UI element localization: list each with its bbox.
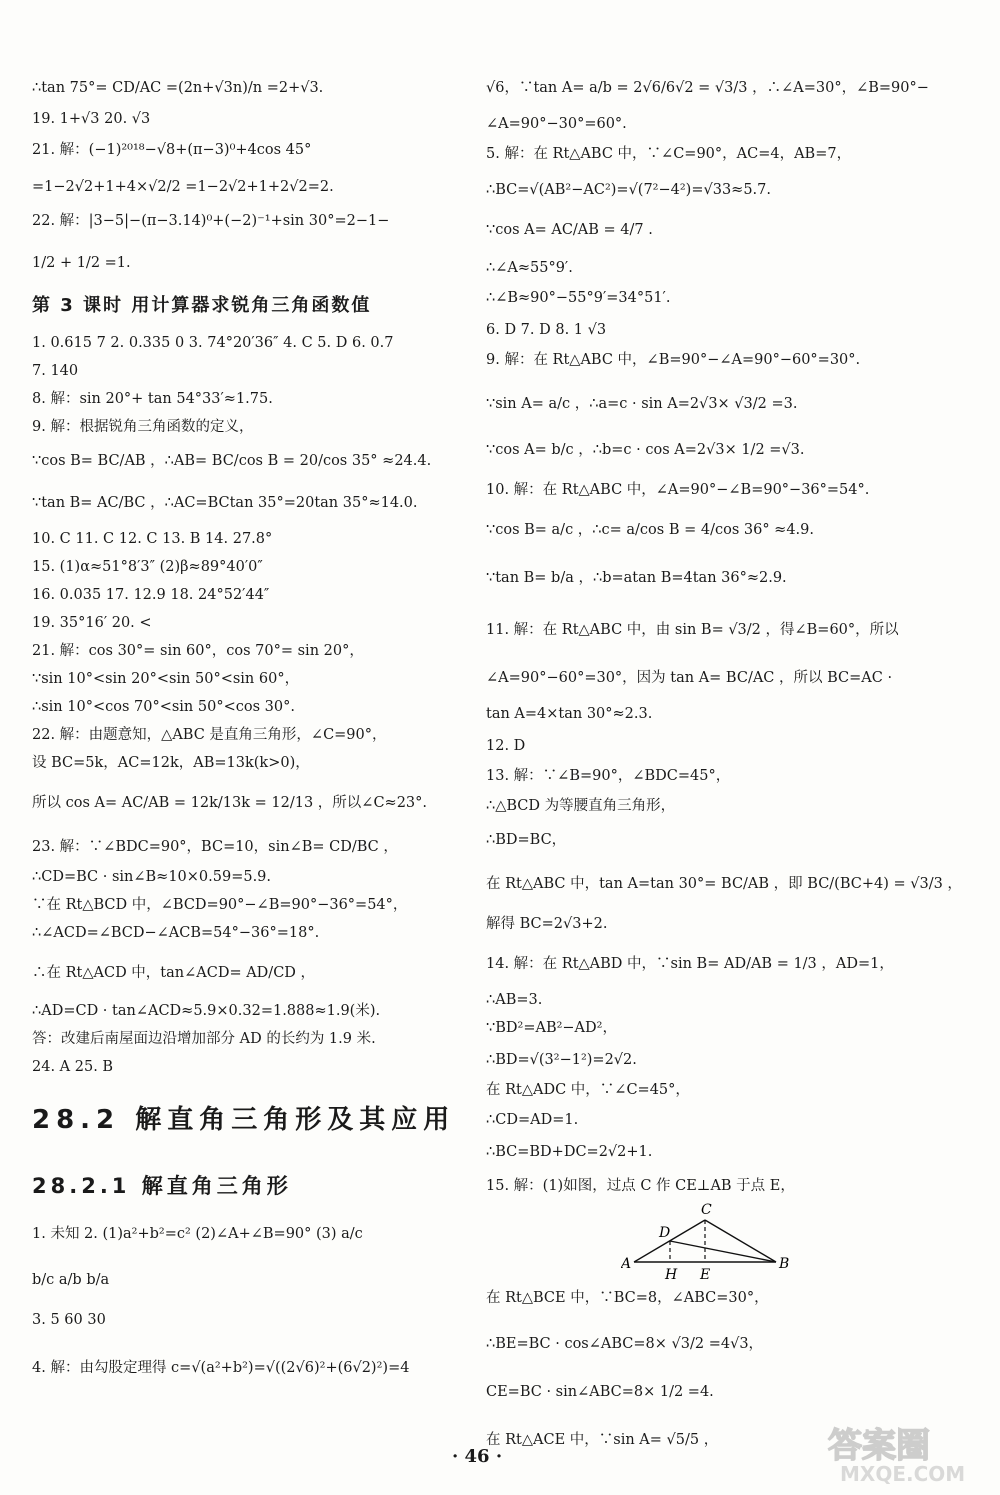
text-line: 9. 解：在 Rt△ABC 中，∠B=90°−∠A=90°−60°=30°. bbox=[486, 352, 861, 368]
label-d: D bbox=[659, 1225, 671, 1241]
text-line: 1. 0.615 7 2. 0.335 0 3. 74°20′36″ 4. C 5. D 6. 0.7 bbox=[32, 335, 394, 351]
text-line: 14. 解：在 Rt△ABD 中，∵sin B= AD/AB = 1/3 ，AD=1， bbox=[486, 956, 894, 972]
text-line: 21. 解：(−1)²⁰¹⁸−√8+(π−3)⁰+4cos 45° bbox=[32, 142, 312, 158]
text-line: 23. 解：∵∠BDC=90°，BC=10，sin∠B= CD/BC ， bbox=[32, 839, 398, 855]
text-line: tan A=4×tan 30°≈2.3. bbox=[486, 706, 653, 722]
text-line: ∵在 Rt△BCD 中，∠BCD=90°−∠B=90°−36°=54°， bbox=[32, 897, 408, 913]
text-line: CE=BC · sin∠ABC=8× 1/2 =4. bbox=[486, 1384, 714, 1400]
text-line: 16. 0.035 17. 12.9 18. 24°52′44″ bbox=[32, 587, 270, 603]
text-line: 6. D 7. D 8. 1 √3 bbox=[486, 322, 607, 338]
label-c: C bbox=[701, 1202, 712, 1218]
text-line: 22. 解：|3−5|−(π−3.14)⁰+(−2)⁻¹+sin 30°=2−1− bbox=[32, 213, 390, 229]
text-line: 解得 BC=2√3+2. bbox=[486, 916, 608, 932]
segment-db bbox=[670, 1241, 776, 1262]
text-line: 在 Rt△BCE 中，∵BC=8，∠ABC=30°， bbox=[486, 1290, 769, 1306]
text-line: 答：改建后南屋面边沿增加部分 AD 的长约为 1.9 米. bbox=[32, 1031, 376, 1047]
text-line: b/c a/b b/a bbox=[32, 1272, 110, 1288]
text-line: =1−2√2+1+4×√2/2 =1−2√2+1+2√2=2. bbox=[32, 179, 334, 195]
text-line: ∵cos A= b/c ，∴b=c · cos A=2√3× 1/2 =√3. bbox=[486, 442, 805, 458]
text-line: 21. 解：cos 30°= sin 60°，cos 70°= sin 20°， bbox=[32, 643, 364, 659]
figure-wrapper bbox=[486, 1202, 966, 1282]
text-line: ∴∠ACD=∠BCD−∠ACB=54°−36°=18°. bbox=[32, 925, 320, 941]
text-line: ∵tan B= AC/BC ，∴AC=BCtan 35°=20tan 35°≈14.0. bbox=[32, 495, 418, 511]
text-line: 11. 解：在 Rt△ABC 中，由 sin B= √3/2 ，得∠B=60°，所以 bbox=[486, 622, 899, 638]
side-cb bbox=[705, 1220, 776, 1262]
text-line: ∴△BCD 为等腰直角三角形， bbox=[486, 798, 676, 814]
text-line: 10. C 11. C 12. C 13. B 14. 27.8° bbox=[32, 531, 273, 547]
text-line: ∵tan B= b/a ，∴b=atan B=4tan 36°≈2.9. bbox=[486, 570, 787, 586]
text-line: 5. 解：在 Rt△ABC 中，∵∠C=90°，AC=4，AB=7， bbox=[486, 146, 852, 162]
text-line: ∴∠B≈90°−55°9′=34°51′. bbox=[486, 290, 671, 306]
label-a: A bbox=[621, 1256, 632, 1272]
text-line: 1/2 + 1/2 =1. bbox=[32, 255, 131, 271]
text-line: ∴AB=3. bbox=[486, 992, 543, 1008]
text-line: ∴CD=BC · sin∠B≈10×0.59=5.9. bbox=[32, 869, 272, 885]
text-line: √6，∵tan A= a/b = 2√6/6√2 = √3/3 ，∴∠A=30°，∠B=90°− bbox=[486, 80, 929, 96]
text-line: ∴BD=√(3²−1²)=2√2. bbox=[486, 1052, 637, 1068]
text-line: 15. (1)α≈51°8′3″ (2)β≈89°40′0″ bbox=[32, 559, 263, 575]
text-line: ∵sin 10°<sin 20°<sin 50°<sin 60°， bbox=[32, 671, 300, 687]
label-h: H bbox=[665, 1267, 678, 1282]
text-line: ∴tan 75°= CD/AC =(2n+√3n)/n =2+√3. bbox=[32, 80, 324, 96]
section-heading: 28.2 解直角三角形及其应用 bbox=[32, 1105, 456, 1135]
section-heading: 第 3 课时 用计算器求锐角三角函数值 bbox=[32, 295, 372, 316]
text-line: ∴sin 10°<cos 70°<sin 50°<cos 30°. bbox=[32, 699, 295, 715]
text-line: 在 Rt△ADC 中，∵∠C=45°， bbox=[486, 1082, 690, 1098]
text-line: ∵cos B= a/c ，∴c= a/cos B = 4/cos 36° ≈4.9. bbox=[486, 522, 814, 538]
triangle-figure bbox=[621, 1202, 791, 1282]
text-line: ∴BC=BD+DC=2√2+1. bbox=[486, 1144, 653, 1160]
text-line: 13. 解：∵∠B=90°，∠BDC=45°， bbox=[486, 768, 731, 784]
text-line: ∴在 Rt△ACD 中，tan∠ACD= AD/CD ， bbox=[32, 965, 316, 981]
text-line: 15. 解：(1)如图，过点 C 作 CE⊥AB 于点 E， bbox=[486, 1178, 795, 1194]
text-line: 19. 1+√3 20. √3 bbox=[32, 111, 151, 127]
text-line: 7. 140 bbox=[32, 363, 79, 379]
text-line: ∴AD=CD · tan∠ACD≈5.9×0.32=1.888≈1.9(米). bbox=[32, 1003, 381, 1019]
text-line: ∠A=90°−30°=60°. bbox=[486, 116, 627, 132]
text-line: 在 Rt△ACE 中，∵sin A= √5/5 ， bbox=[486, 1432, 719, 1448]
text-line: ∴∠A≈55°9′. bbox=[486, 260, 573, 276]
label-e: E bbox=[700, 1267, 711, 1282]
text-line: ∵cos B= BC/AB ，∴AB= BC/cos B = 20/cos 35° ≈24.4. bbox=[32, 453, 432, 469]
text-line: 19. 35°16′ 20. < bbox=[32, 615, 152, 631]
text-line: ∴BE=BC · cos∠ABC=8× √3/2 =4√3， bbox=[486, 1336, 764, 1352]
text-line: ∵cos A= AC/AB = 4/7 . bbox=[486, 222, 653, 238]
text-line: 9. 解：根据锐角三角函数的定义， bbox=[32, 419, 254, 435]
text-line: 1. 未知 2. (1)a²+b²=c² (2)∠A+∠B=90° (3) a/c bbox=[32, 1226, 363, 1242]
text-line: ∴BD=BC， bbox=[486, 832, 567, 848]
text-line: ∵BD²=AB²−AD²， bbox=[486, 1020, 617, 1036]
text-line: ∴CD=AD=1. bbox=[486, 1112, 579, 1128]
watermark-logo bbox=[820, 1417, 990, 1487]
text-line: 3. 5 60 30 bbox=[32, 1312, 106, 1328]
text-line: 24. A 25. B bbox=[32, 1059, 114, 1075]
text-line: ∠A=90°−60°=30°，因为 tan A= BC/AC ，所以 BC=AC · bbox=[486, 670, 893, 686]
watermark-text: 答案圈 bbox=[828, 1426, 930, 1466]
text-line: 10. 解：在 Rt△ABC 中，∠A=90°−∠B=90°−36°=54°. bbox=[486, 482, 870, 498]
left-column bbox=[32, 78, 477, 1378]
text-line: ∵sin A= a/c ，∴a=c · sin A=2√3× √3/2 =3. bbox=[486, 396, 798, 412]
label-b: B bbox=[779, 1256, 790, 1272]
text-line: 8. 解：sin 20°+ tan 54°33′≈1.75. bbox=[32, 391, 273, 407]
text-line: 22. 解：由题意知，△ABC 是直角三角形，∠C=90°， bbox=[32, 727, 387, 743]
text-line: 所以 cos A= AC/AB = 12k/13k = 12/13 ，所以∠C≈23°. bbox=[32, 795, 428, 811]
text-line: ∴BC=√(AB²−AC²)=√(7²−4²)=√33≈5.7. bbox=[486, 182, 772, 198]
text-line: 在 Rt△ABC 中，tan A=tan 30°= BC/AB ，即 BC/(BC+4) = √3/3 ， bbox=[486, 876, 962, 892]
text-line: 4. 解：由勾股定理得 c=√(a²+b²)=√((2√6)²+(6√2)²)=4 bbox=[32, 1360, 410, 1376]
page-number: · 46 · bbox=[452, 1446, 503, 1467]
section-heading: 28.2.1 解直角三角形 bbox=[32, 1174, 292, 1198]
watermark-url: MXQE.COM bbox=[840, 1462, 966, 1486]
text-line: 12. D bbox=[486, 738, 526, 754]
right-column bbox=[486, 78, 966, 1450]
text-line: 设 BC=5k，AC=12k，AB=13k(k>0)， bbox=[32, 755, 310, 771]
